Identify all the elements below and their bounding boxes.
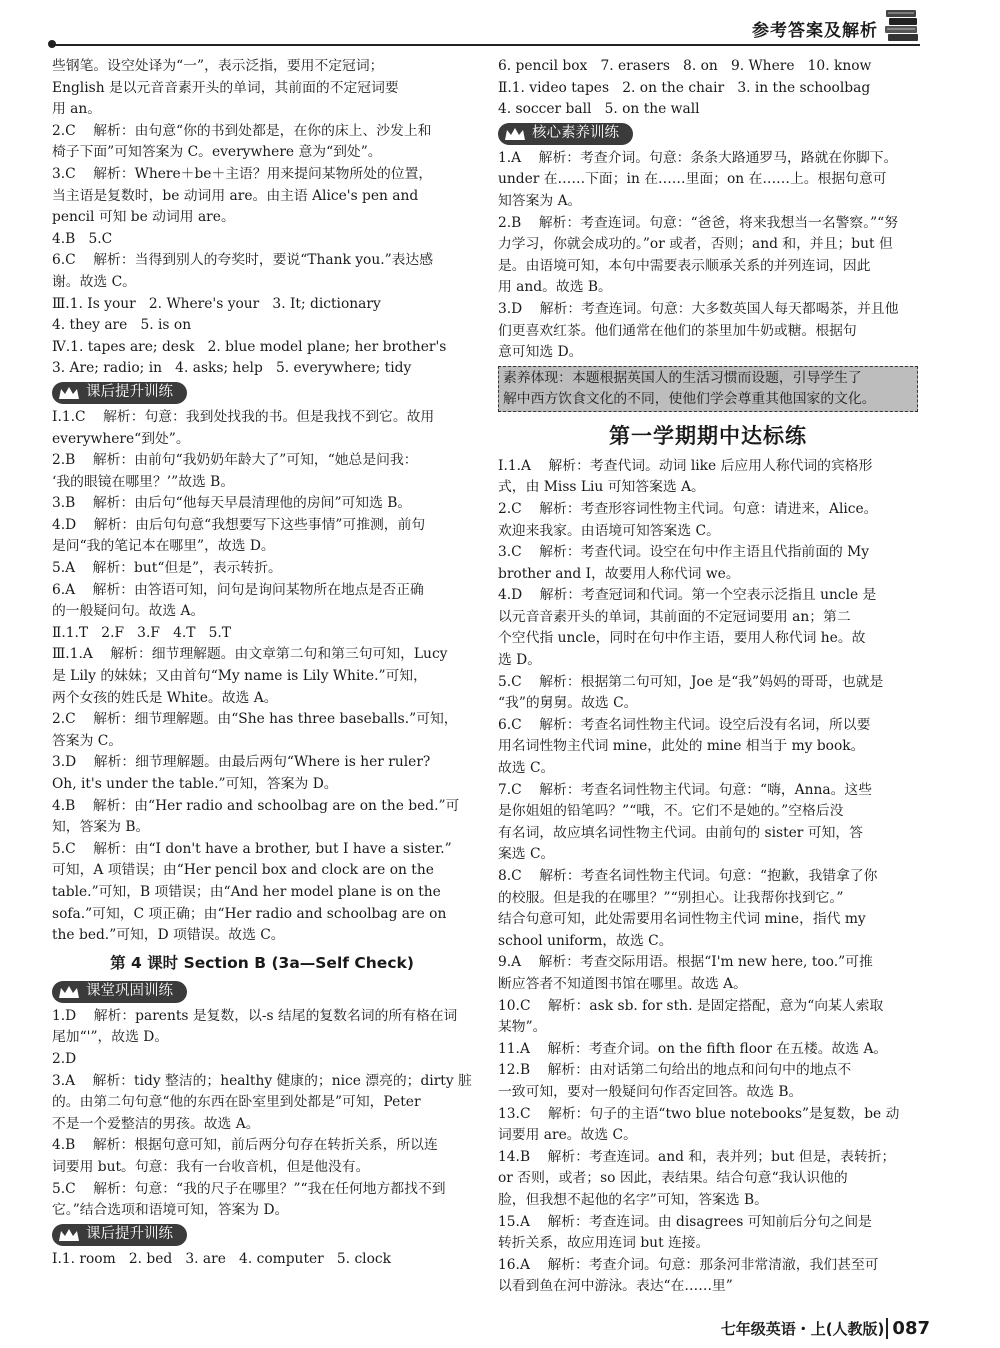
- text-line: 7.C 解析：考查名词性物主代词。句意：“嗨，Anna。这些: [498, 781, 873, 798]
- text-line: 3.A 解析：tidy 整洁的；healthy 健康的；nice 漂亮的；dirty 脏: [52, 1072, 472, 1089]
- text-line: 词要用 but。句意：我有一台收音机，但是他没有。: [52, 1158, 370, 1175]
- text-line: 15.A 解析：考查连词。由 disagrees 可知前后分句之间是: [498, 1213, 872, 1230]
- text-line: 2.B 解析：考查连词。句意：“爸爸，将来我想当一名警察。”“努: [498, 214, 899, 231]
- text-line: 5.C 解析：根据第二句可知，Joe 是“我”妈妈的哥哥，也就是: [498, 673, 884, 690]
- text-line: 谢。故选 C。: [52, 273, 136, 290]
- text-line: 12.B 解析：由对话第二句给出的地点和问句中的地点不: [498, 1062, 852, 1079]
- text-line: 选 D。: [498, 652, 542, 669]
- books-icon: [884, 6, 920, 44]
- text-line: 14.B 解析：考查连词。and 和，表并列；but 但是，表转折；: [498, 1148, 896, 1165]
- text-line: 3. Are; radio; in 4. asks; help 5. everywhere; tidy: [52, 360, 412, 377]
- literacy-note: [498, 366, 918, 412]
- text-line: Ⅰ.1.C 解析：句意：我到处找我的书。但是我找不到它。故用: [52, 408, 435, 425]
- text-line: everywhere“到处”。: [52, 430, 190, 447]
- text-line: Ⅱ.1.T 2.F 3.F 4.T 5.T: [52, 624, 231, 641]
- text-line: Ⅱ.1. video tapes 2. on the chair 3. in the schoolbag: [498, 79, 871, 96]
- text-line: Oh, it's under the table.”可知，答案为 D。: [52, 776, 338, 792]
- text-line: Ⅰ.1.A 解析：考查代词。动词 like 后应用人称代词的宾格形: [498, 457, 873, 474]
- text-line: 2.C 解析：考查形容词性物主代词。句意：请进来，Alice。: [498, 500, 878, 517]
- text-line: 是 Lily 的妹妹；又由首句“My name is Lily White.”可知，: [52, 668, 427, 685]
- text-line: Ⅳ.1. tapes are; desk 2. blue model plane; her brother's: [52, 338, 447, 355]
- text-line: table.”可知，B 项错误；由“And her model plane is on the: [52, 883, 441, 900]
- text-line: sofa.”可知，C 项正确；由“Her radio and schoolbag are on: [52, 905, 447, 922]
- header-title: 参考答案及解析: [752, 21, 878, 41]
- text-line: 知答案为 A。: [498, 192, 582, 209]
- text-line: 是你姐姐的铅笔吗？”“哦，不。它们不是她的。”空格后没: [498, 803, 844, 820]
- text-line: “我”的舅舅。故选 C。: [498, 695, 638, 712]
- section-header: [52, 381, 472, 405]
- text-line: 个空代指 uncle，同时在句中作主语，要用人称代词 he。故: [498, 630, 866, 647]
- text-line: 2.D: [52, 1050, 77, 1067]
- text-line: 式，由 Miss Liu 可知答案选 A。: [498, 479, 705, 496]
- text-line: 一致可知，要对一般疑问句作否定回答。故选 B。: [498, 1083, 803, 1100]
- text-line: Ⅲ.1.A 解析：细节理解题。由文章第二句和第三句可知，Lucy: [52, 646, 448, 663]
- text-line: 2.C 解析：由句意“你的书到处都是，在你的床上、沙发上和: [52, 122, 432, 139]
- answer-block: [52, 1249, 472, 1271]
- text-line: 尾加“'”，故选 D。: [52, 1029, 169, 1046]
- page-number: 087: [886, 1318, 930, 1339]
- text-line: 4. they are 5. is on: [52, 317, 192, 334]
- text-line: Ⅰ.1. room 2. bed 3. are 4. computer 5. clock: [52, 1250, 391, 1267]
- text-line: English 是以元音音素开头的单词，其前面的不定冠词要: [52, 79, 399, 96]
- text-line: 力学习，你就会成功的。”or 或者，否则；and 和，并且；but 但: [498, 236, 893, 253]
- text-line: 故选 C。: [498, 760, 555, 777]
- text-line: 当主语是复数时，be 动词用 are。由主语 Alice's pen and: [52, 187, 419, 204]
- text-line: the bed.”可知，D 项错误。故选 C。: [52, 927, 285, 944]
- text-line: 6. pencil box 7. erasers 8. on 9. Where 10. know: [498, 58, 872, 74]
- text-line: 6.A 解析：由答语可知，问句是询问某物所在地点是否正确: [52, 581, 424, 598]
- text-line: 椅子下面”可知答案为 C。everywhere 意为“到处”。: [52, 144, 382, 161]
- crown-icon: [58, 1227, 80, 1243]
- text-line: 可知，A 项错误；由“Her pencil box and clock are on the: [52, 862, 434, 879]
- text-line: 3.C 解析：Where＋be＋主语？用来提问某物所处的位置，: [52, 165, 433, 182]
- text-line: 13.C 解析：句子的主语“two blue notebooks”是复数，be 动: [498, 1105, 900, 1122]
- section-title: 核心素养训练: [532, 124, 619, 141]
- text-line: 断应答者不知道图书馆在哪里。故选 A。: [498, 975, 747, 992]
- text-line: 2.B 解析：由前句“我奶奶年龄大了”可知，“她总是问我：: [52, 452, 418, 469]
- text-line: 素养体现：本题根据英国人的生活习惯而设题，引导学生了: [503, 369, 862, 386]
- answer-block: [52, 1006, 472, 1222]
- text-line: 3.D 解析：考查连词。句意：大多数英国人每天都喝茶，并且他: [498, 300, 899, 317]
- page-footer: [721, 1318, 930, 1339]
- text-line: 案选 C。: [498, 846, 555, 863]
- text-line: 用 an。: [52, 101, 102, 118]
- exam-title: 第一学期期中达标练: [609, 423, 807, 448]
- text-line: brother and I，故要用人称代词 we。: [498, 565, 740, 582]
- text-line: 解中西方饮食文化的不同，使他们学会尊重其他国家的文化。: [503, 390, 876, 407]
- text-line: 某物”。: [498, 1019, 547, 1036]
- text-line: school uniform，故选 C。: [498, 932, 673, 949]
- text-line: 5.A 解析：but“但是”，表示转折。: [52, 560, 282, 577]
- text-line: 它。”结合选项和语境可知，答案为 D。: [52, 1202, 289, 1219]
- text-line: 脸，但我想不起他的名字”可知，答案选 B。: [498, 1191, 768, 1208]
- text-line: 用 and。故选 B。: [498, 279, 612, 296]
- text-line: 5.C 解析：由“I don't have a brother, but I have a sister.”: [52, 840, 452, 857]
- text-line: 2.C 解析：细节理解题。由“She has three baseballs.”可知，: [52, 711, 458, 728]
- text-line: 以看到鱼在河中游泳。表达“在……里”: [498, 1278, 733, 1295]
- text-line: 3.C 解析：考查代词。设空在句中作主语且代指前面的 My: [498, 544, 870, 561]
- text-line: 欢迎来我家。由语境可知答案选 C。: [498, 522, 720, 539]
- answer-block: [498, 148, 918, 364]
- text-line: 是。由语境可知，本句中需要表示顺承关系的并列连词，因此: [498, 257, 871, 274]
- left-column: [52, 56, 472, 1270]
- answer-block: [498, 456, 918, 1298]
- answer-block: [52, 407, 472, 947]
- text-line: 1.D 解析：parents 是复数，以-s 结尾的复数名词的所有格在词: [52, 1007, 458, 1024]
- text-line: 11.A 解析：考查介词。on the fifth floor 在五楼。故选 A。: [498, 1040, 888, 1057]
- text-line: 的一般疑问句。故选 A。: [52, 603, 205, 620]
- section-title: 课堂巩固训练: [86, 982, 173, 999]
- section-header: [498, 122, 918, 146]
- text-line: or 否则，或者；so 因此，表结果。结合句意“我认识他的: [498, 1170, 848, 1187]
- section-header: [52, 1223, 472, 1247]
- right-column: [498, 56, 918, 1298]
- text-line: 4. soccer ball 5. on the wall: [498, 101, 700, 118]
- text-line: 16.A 解析：考查介词。句意：那条河非常清澈，我们甚至可: [498, 1256, 879, 1273]
- page-header: [0, 0, 1000, 52]
- text-line: 两个女孩的姓氏是 White。故选 A。: [52, 689, 278, 706]
- text-line: 6.C 解析：考查名词性物主代词。设空后没有名词，所以要: [498, 716, 871, 733]
- text-line: 10.C 解析：ask sb. for sth. 是固定搭配，意为“向某人索取: [498, 997, 884, 1014]
- text-line: 1.A 解析：考查介词。句意：条条大路通罗马，路就在你脚下。: [498, 149, 898, 166]
- section-header: [52, 980, 472, 1004]
- text-line: 以元音音素开头的单词，其前面的不定冠词要用 an；第二: [498, 608, 851, 625]
- text-line: 9.A 解析：考查交际用语。根据“I'm new here, too.”可推: [498, 954, 873, 971]
- crown-icon: [58, 984, 80, 1000]
- text-line: 4.D 解析：由后句句意“我想要写下这些事情”可推测，前句: [52, 516, 426, 533]
- text-line: 些钢笔。设空处译为“一”，表示泛指，要用不定冠词；: [52, 58, 384, 74]
- answer-block: [498, 56, 918, 121]
- text-line: 知，答案为 B。: [52, 819, 150, 836]
- text-line: 的。由第二句句意“他的东西在卧室里到处都是”可知，Peter: [52, 1094, 421, 1111]
- header-rule: [50, 44, 920, 46]
- text-line: 的校服。但是我的在哪里？”“别担心。让我帮你找到它。”: [498, 889, 844, 906]
- crown-icon: [504, 126, 526, 142]
- text-line: 不是一个爱整洁的男孩。故选 A。: [52, 1115, 260, 1132]
- text-line: 们更喜欢红茶。他们通常在他们的茶里加牛奶或糖。根据句: [498, 322, 857, 339]
- text-line: 有名词，故应填名词性物主代词。由前句的 sister 可知，答: [498, 824, 863, 841]
- lesson-title: 第 4 课时 Section B (3a—Self Check): [110, 953, 414, 972]
- book-label: 七年级英语・上(人教版): [720, 1320, 885, 1338]
- text-line: 意可知选 D。: [498, 344, 583, 361]
- section-title: 课后提升训练: [86, 1225, 173, 1242]
- crown-icon: [58, 385, 80, 401]
- text-line: 6.C 解析：当得到别人的夸奖时，要说“Thank you.”表达感: [52, 252, 434, 269]
- text-line: Ⅲ.1. Is your 2. Where's your 3. It; dictionary: [52, 295, 381, 312]
- section-title: 课后提升训练: [86, 384, 173, 401]
- text-line: 5.C 解析：句意：“我的尺子在哪里？”“我在任何地方都找不到: [52, 1180, 446, 1197]
- text-line: ‘我的眼镜在哪里？’”故选 B。: [52, 473, 235, 490]
- text-line: 4.B 解析：由“Her radio and schoolbag are on the bed.”可: [52, 797, 460, 814]
- text-line: under 在……下面；in 在……里面；on 在……上。根据句意可: [498, 171, 887, 188]
- text-line: 用名词性物主代词 mine，此处的 mine 相当于 my book。: [498, 738, 865, 755]
- answer-block: [52, 56, 472, 380]
- text-line: 8.C 解析：考查名词性物主代词。句意：“抱歉，我错拿了你: [498, 868, 878, 884]
- text-line: 词要用 are。故选 C。: [498, 1127, 637, 1144]
- text-line: 答案为 C。: [52, 732, 123, 749]
- text-line: 4.B 5.C: [52, 230, 113, 247]
- text-line: 结合句意可知，此处需要用名词性物主代词 mine，指代 my: [498, 911, 866, 928]
- text-line: 3.B 解析：由后句“他每天早晨清理他的房间”可知选 B。: [52, 495, 412, 512]
- text-line: 4.D 解析：考查冠词和代词。第一个空表示泛指且 uncle 是: [498, 587, 877, 604]
- text-line: 4.B 解析：根据句意可知，前后两分句存在转折关系，所以连: [52, 1137, 438, 1154]
- text-line: 3.D 解析：细节理解题。由最后两句“Where is her ruler?: [52, 754, 431, 771]
- text-line: 是问“我的笔记本在哪里”，故选 D。: [52, 538, 275, 555]
- text-line: pencil 可知 be 动词用 are。: [52, 209, 235, 226]
- text-line: 转折关系，故应用连词 but 连接。: [498, 1235, 710, 1252]
